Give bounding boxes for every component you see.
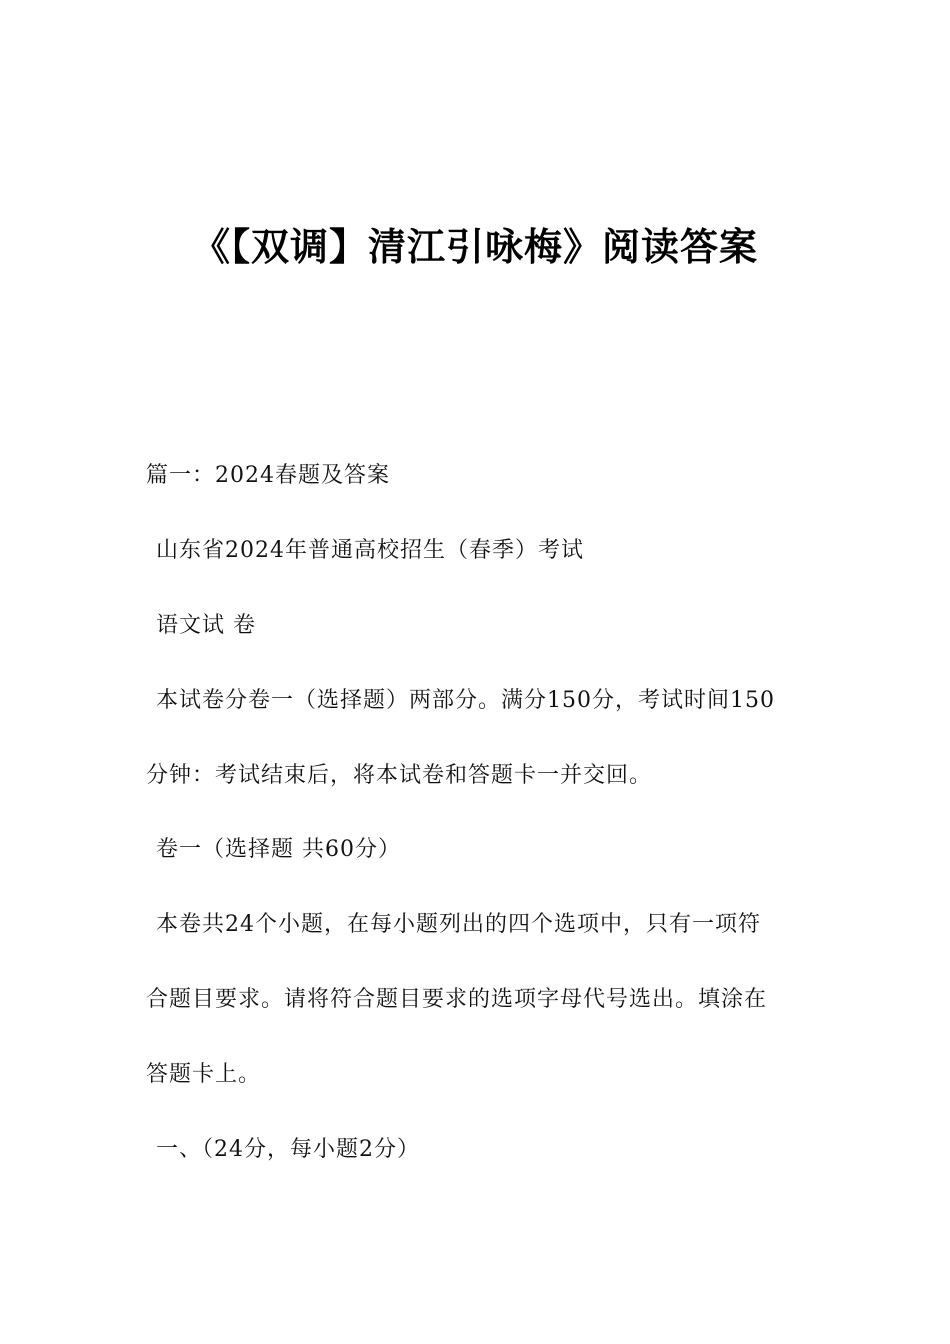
part-instructions-line: 本卷共24个小题，在每小题列出的四个选项中，只有一项符 <box>156 912 761 937</box>
part-instructions-line: 合题目要求。请将符合题目要求的选项字母代号选出。填涂在 <box>146 987 768 1012</box>
page-title: 《【双调】清江引咏梅》阅读答案 <box>191 225 758 269</box>
question-group-heading: 一、（24分，每小题2分） <box>156 1137 420 1162</box>
part-heading: 卷一（选择题 共60分） <box>156 837 401 862</box>
section-heading: 篇一：2024春题及答案 <box>146 463 390 488</box>
instructions-paragraph-line: 分钟：考试结束后，将本试卷和答题卡一并交回。 <box>146 763 653 788</box>
paper-subject: 语文试 卷 <box>156 613 256 638</box>
instructions-paragraph-line: 本试卷分卷一（选择题）两部分。满分150分，考试时间150 <box>156 688 775 713</box>
exam-name: 山东省2024年普通高校招生（春季）考试 <box>156 538 584 563</box>
part-instructions-line: 答题卡上。 <box>146 1062 262 1087</box>
